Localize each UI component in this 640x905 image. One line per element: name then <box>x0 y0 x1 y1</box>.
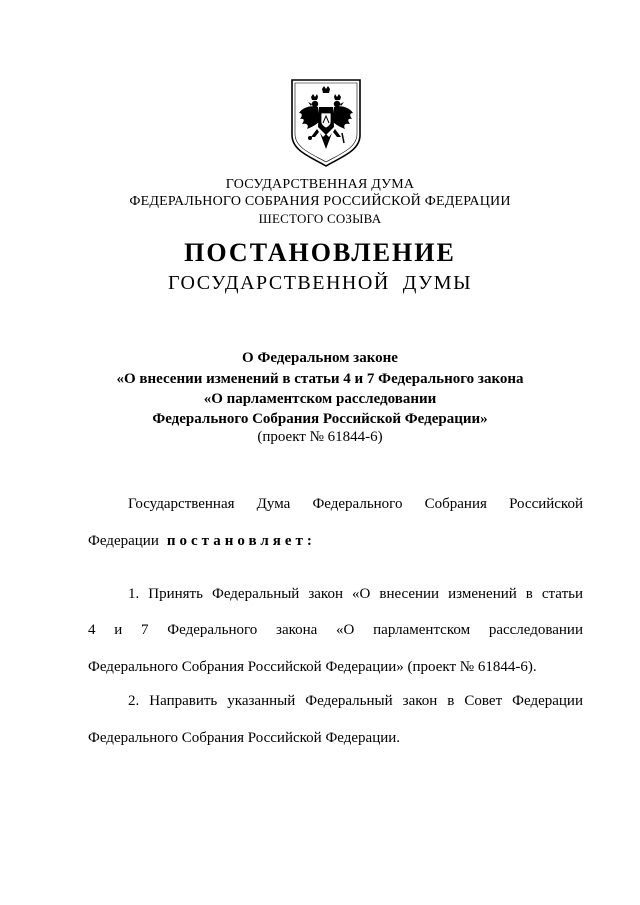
item2-line1: 2. Направить указанный Федеральный закон в Совет Федерации <box>128 693 583 709</box>
intro-paragraph-line2 <box>88 532 583 550</box>
double-headed-eagle-icon <box>289 77 363 169</box>
project-number: (проект № 61844-6) <box>257 429 383 445</box>
item2-line2: Федерального Собрания Российской Федерации. <box>88 730 401 746</box>
intro-subject: Федерации <box>88 533 159 549</box>
resolution-title-line2: «О внесении изменений в статьи 4 и 7 Федерального закона <box>116 371 524 387</box>
intro-paragraph-line1: Государственная Дума Федерального Собрания Российской <box>128 496 583 512</box>
document-issuer-heading: ГОСУДАРСТВЕННОЙ ДУМЫ <box>167 272 473 294</box>
resolution-title-line4: Федерального Собрания Российской Федерации» <box>152 411 488 427</box>
convocation-line: ШЕСТОГО СОЗЫВА <box>258 211 382 226</box>
parliament-name-line2: ФЕДЕРАЛЬНОГО СОБРАНИЯ РОССИЙСКОЙ ФЕДЕРАЦИИ <box>129 194 511 209</box>
resolution-title-line1: О Федеральном законе <box>242 350 398 366</box>
parliament-name-line1: ГОСУДАРСТВЕННАЯ ДУМА <box>225 177 415 192</box>
item1-line2: 4 и 7 Федерального закона «О парламентском расследовании <box>88 622 583 638</box>
document-type-heading: ПОСТАНОВЛЕНИЕ <box>184 238 456 267</box>
resolves-verb: постановляет: <box>166 533 316 549</box>
item1-line1: 1. Принять Федеральный закон «О внесении изменений в статьи <box>128 586 583 602</box>
coat-of-arms-emblem <box>289 77 363 169</box>
resolution-title-line3: «О парламентском расследовании <box>203 391 437 407</box>
item1-line3: Федерального Собрания Российской Федерации» (проект № 61844-6). <box>88 659 537 675</box>
